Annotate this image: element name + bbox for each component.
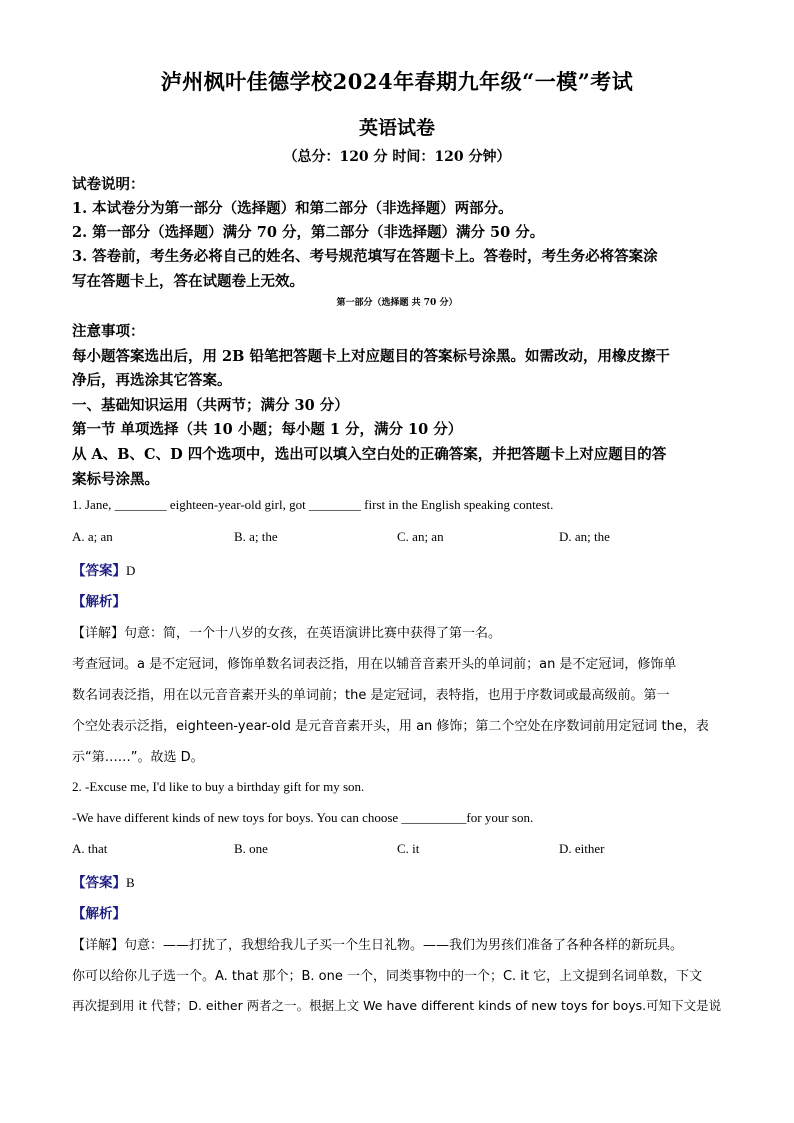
question-1-detail-3: 数名词表泛指，用在以元音音素开头的单词前；the 是定冠词，表特指，也用于序数词或最高级前。第一	[72, 688, 670, 703]
notes-heading: 注意事项：	[72, 323, 145, 340]
question-2-stem-2: -We have different kinds of new toys for boys. You can choose __________for your son.	[72, 810, 534, 825]
question-1-answer	[72, 559, 732, 580]
direction-line-1: 从 A、B、C、D 四个选项中，选出可以填入空白处的正确答案，并把答题卡上对应题目的答	[72, 446, 667, 463]
question-2-option-c: C. it	[397, 841, 420, 856]
answer-label: 【答案】	[72, 563, 126, 579]
question-2-detail-3: 再次提到用 it 代替；D. either 两者之一。根据上文 We have different kinds of new toys for boys.可知下文是说	[72, 998, 722, 1013]
notes-line-2: 净后，再选涂其它答案。	[72, 372, 232, 389]
question-2-option-d: D. either	[559, 841, 605, 856]
question-1-option-a: A. a; an	[72, 529, 113, 544]
question-2-detail-1: 【详解】句意：——打扰了，我想给我儿子买一个生日礼物。——我们为男孩们准备了各种各样的新玩具。	[72, 938, 684, 953]
direction-line-2: 案标号涂黑。	[72, 471, 159, 488]
instruction-item-2: 2. 第一部分（选择题）满分 70 分，第二部分（非选择题）满分 50 分。	[72, 224, 545, 241]
exam-title: 泸州枫叶佳德学校2024年春期九年级“一模”考试	[160, 69, 634, 94]
question-1-detail-1: 【详解】句意：简，一个十八岁的女孩，在英语演讲比赛中获得了第一名。	[72, 626, 502, 641]
question-1-option-d: D. an; the	[559, 529, 610, 544]
exam-subtitle: 英语试卷	[358, 117, 435, 139]
question-2-detail-2: 你可以给你儿子选一个。A. that 那个；B. one 一个，同类事物中的一个；C. it 它，上文提到名词单数，下文	[72, 969, 703, 984]
answer-label: 【答案】	[72, 875, 126, 891]
answer-value: B	[126, 875, 135, 890]
analysis-label: 【解析】	[72, 594, 126, 610]
question-1-detail-5: 示“第……”。故选 D。	[72, 750, 204, 765]
question-2-analysis	[72, 902, 732, 923]
question-1-detail-2: 考查冠词。a 是不定冠词，修饰单数名词表泛指，用在以辅音音素开头的单词前；an 是不定冠词，修饰单	[72, 657, 677, 672]
instruction-item-3-line-1: 3. 答卷前，考生务必将自己的姓名、考号规范填写在答题卡上。答卷时，考生务必将答案涂	[72, 248, 658, 265]
question-1-detail-4: 个空处表示泛指，eighteen-year-old 是元音音素开头，用 an 修饰；第二个空处在序数词前用定冠词 the，表	[72, 719, 709, 734]
question-2-stem-1: 2. -Excuse me, I'd like to buy a birthday gift for my son.	[72, 779, 365, 794]
question-1-option-c: C. an; an	[397, 529, 444, 544]
question-1-stem: 1. Jane, ________ eighteen-year-old girl, got ________ first in the English speaking contest.	[72, 497, 554, 512]
question-2-option-a: A. that	[72, 841, 108, 856]
instruction-item-1: 1. 本试卷分为第一部分（选择题）和第二部分（非选择题）两部分。	[72, 200, 513, 217]
question-1-option-b: B. a; the	[234, 529, 278, 544]
question-2-answer	[72, 871, 732, 892]
notes-line-1: 每小题答案选出后，用 2B 铅笔把答题卡上对应题目的答案标号涂黑。如需改动，用橡皮擦干	[72, 348, 670, 365]
question-2-option-b: B. one	[234, 841, 268, 856]
exam-meta: （总分：120 分 时间：120 分钟）	[283, 149, 511, 165]
instructions-heading: 试卷说明：	[72, 176, 145, 193]
subsection-1-heading: 第一节 单项选择（共 10 小题；每小题 1 分，满分 10 分）	[72, 421, 463, 438]
answer-value: D	[126, 563, 136, 578]
question-1-analysis	[72, 590, 732, 611]
analysis-label: 【解析】	[72, 906, 126, 922]
part1-heading: 第一部分（选择题 共 70 分）	[336, 298, 458, 308]
section-1-heading: 一、基础知识运用（共两节；满分 30 分）	[72, 397, 349, 414]
instruction-item-3-line-2: 写在答题卡上，答在试题卷上无效。	[72, 273, 304, 290]
